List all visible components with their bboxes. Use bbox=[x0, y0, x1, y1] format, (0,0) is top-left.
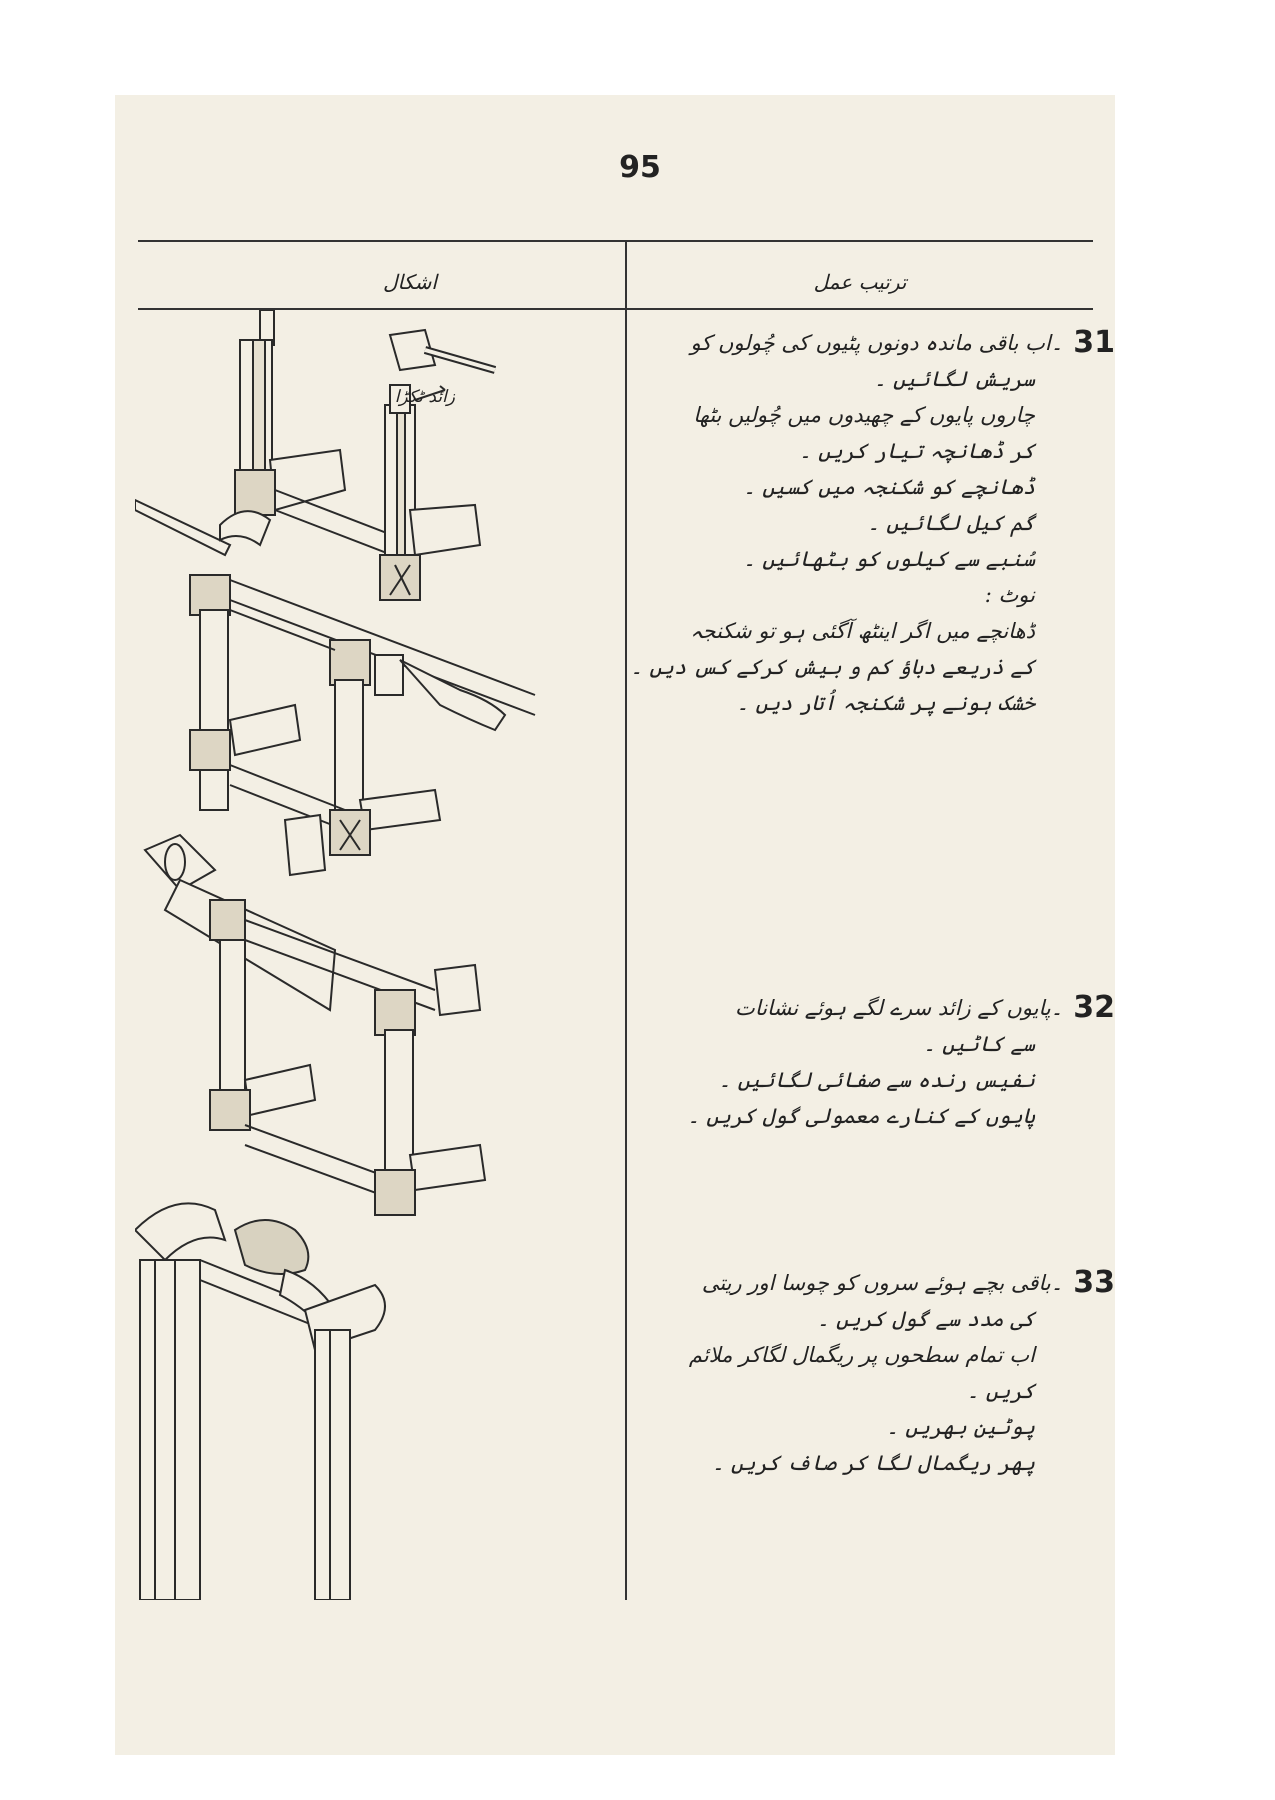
step-33 bbox=[650, 1265, 1115, 1481]
note-label: نوٹ : bbox=[984, 583, 1035, 607]
figure-frame-in-clamp bbox=[135, 500, 535, 855]
step-line: چاروں پایوں کے چھیدوں میں چُولیں بٹھا bbox=[693, 403, 1035, 427]
step-line: کے ذریعے دباؤ کم و بیش کرکے کس دیں ۔ bbox=[630, 655, 1035, 679]
assembly-illustrations bbox=[135, 310, 635, 1600]
figure-sanding-corner bbox=[135, 1203, 385, 1600]
step-32 bbox=[650, 990, 1115, 1134]
step-number: 31 bbox=[1073, 325, 1115, 360]
column-header-figures: اشکال bbox=[383, 270, 437, 294]
step-line: ۔اب باقی ماندہ دونوں پٹیوں کی چُولوں کو bbox=[690, 331, 1063, 355]
step-line: کی مدد سے گول کریں ۔ bbox=[817, 1307, 1035, 1331]
illustrations-column bbox=[135, 310, 635, 1600]
step-line: ۔باقی بچے ہوئے سروں کو چوسا اور ریتی bbox=[701, 1271, 1063, 1295]
step-line: ڈھانچے میں اگر اینٹھ آگئی ہو تو شکنجہ bbox=[690, 619, 1035, 643]
step-31 bbox=[630, 325, 1115, 721]
step-line: پایوں کے کنارے معمولی گول کریں ۔ bbox=[687, 1104, 1035, 1128]
step-number: 33 bbox=[1073, 1265, 1115, 1300]
step-line: پھر ریگمال لگا کر صاف کریں ۔ bbox=[711, 1451, 1035, 1475]
waste-piece-label: زائد ٹکڑا bbox=[394, 387, 455, 407]
table-top-rule bbox=[138, 240, 1093, 242]
step-line: سریش لگائیں ۔ bbox=[873, 367, 1035, 391]
step-line: کریں ۔ bbox=[966, 1379, 1035, 1403]
column-header-procedure: ترتیب عمل bbox=[813, 270, 907, 294]
step-number: 32 bbox=[1073, 990, 1115, 1025]
step-line: ڈھانچے کو شکنجہ میں کسیں ۔ bbox=[743, 475, 1035, 499]
step-line: اب تمام سطحوں پر ریگمال لگاکر ملائم bbox=[688, 1343, 1035, 1367]
step-line: سے کاٹیں ۔ bbox=[923, 1032, 1035, 1056]
figure-leg-assembly bbox=[235, 310, 495, 600]
step-line: ۔پایوں کے زائد سرے لگے ہوئے نشانات bbox=[735, 996, 1063, 1020]
page-number: 95 bbox=[619, 150, 661, 185]
step-line: کر ڈھانچہ تیار کریں ۔ bbox=[799, 439, 1035, 463]
figure-saw-cutting bbox=[145, 815, 485, 1215]
step-line: گم کیل لگائیں ۔ bbox=[867, 511, 1035, 535]
step-line: نفیس رندہ سے صفائی لگائیں ۔ bbox=[718, 1068, 1035, 1092]
step-line: خشک ہونے پر شکنجہ اُتار دیں ۔ bbox=[736, 691, 1035, 715]
step-line: سُنبے سے کیلوں کو بٹھائیں ۔ bbox=[743, 547, 1035, 571]
step-line: پوٹین بھریں ۔ bbox=[886, 1415, 1035, 1439]
